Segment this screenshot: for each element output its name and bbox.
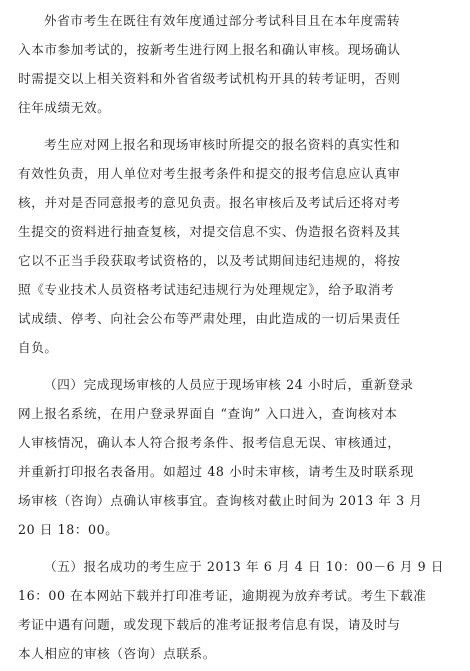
text-line: 本人相应的审核（咨询）点联系。 (18, 646, 216, 661)
text-line: 16：00 在本网站下载并打印准考证，逾期视为放弃考试。考生下载准 (18, 588, 427, 603)
text-line: 并重新打印报名表备用。如超过 48 小时未审核，请考生及时联系现 (18, 464, 414, 479)
text-line: 自负。 (18, 340, 58, 355)
text-line: 外省市考生在既往有效年度通过部分考试科目且在本年度需转 (44, 13, 401, 28)
text-line: 场审核（咨询）点确认审核事宜。查询核对截止时间为 2013 年 3 月 (18, 493, 423, 508)
text-line: （四）完成现场审核的人员应于现场审核 24 小时后，重新登录 (44, 377, 414, 392)
text-line: 它以不正当手段获取考试资格的，以及考试期间违纪违规的，将按 (18, 253, 401, 268)
text-line: 生提交的资料进行抽查复核，对提交信息不实、伪造报名资料及其 (18, 224, 401, 239)
paragraph-transfer-candidates (18, 6, 454, 122)
text-line: 核，并对是否同意报考的意见负责。报名审核后及考试后还将对考 (18, 195, 401, 210)
text-line: 有效性负责，用人单位对考生报考条件和提交的报考信息应认真审 (18, 166, 401, 181)
text-line: 考证中遇有问题，或发现下载后的准考证报考信息有误，请及时与 (18, 617, 401, 632)
text-line: 20 日 18：00。 (18, 522, 119, 537)
paragraph-section-five (18, 552, 454, 668)
paragraph-responsibility (18, 130, 454, 362)
text-line: 考生应对网上报名和现场审核时所提交的报名资料的真实性和 (44, 137, 401, 152)
text-line: 试成绩、停考、向社会公布等严肃处理，由此造成的一切后果责任 (18, 311, 401, 326)
text-line: 时需提交以上相关资料和外省省级考试机构开具的转考证明，否则 (18, 71, 401, 86)
text-line: （五）报名成功的考生应于 2013 年 6 月 4 日 10：00－6 月 9 日 (44, 559, 445, 574)
text-line: 人审核情况，确认本人符合报考条件、报考信息无误、审核通过， (18, 435, 401, 450)
text-line: 照《专业技术人员资格考试违纪违规行为处理规定》，给予取消考 (18, 282, 395, 297)
text-line: 入本市参加考试的，按新考生进行网上报名和确认审核。现场确认 (18, 42, 401, 57)
paragraph-section-four (18, 370, 454, 544)
text-line: 往年成绩无效。 (18, 100, 111, 115)
text-line: 网上报名系统，在用户登录界面自 “查询” 入口进入，查询核对本 (18, 406, 398, 421)
